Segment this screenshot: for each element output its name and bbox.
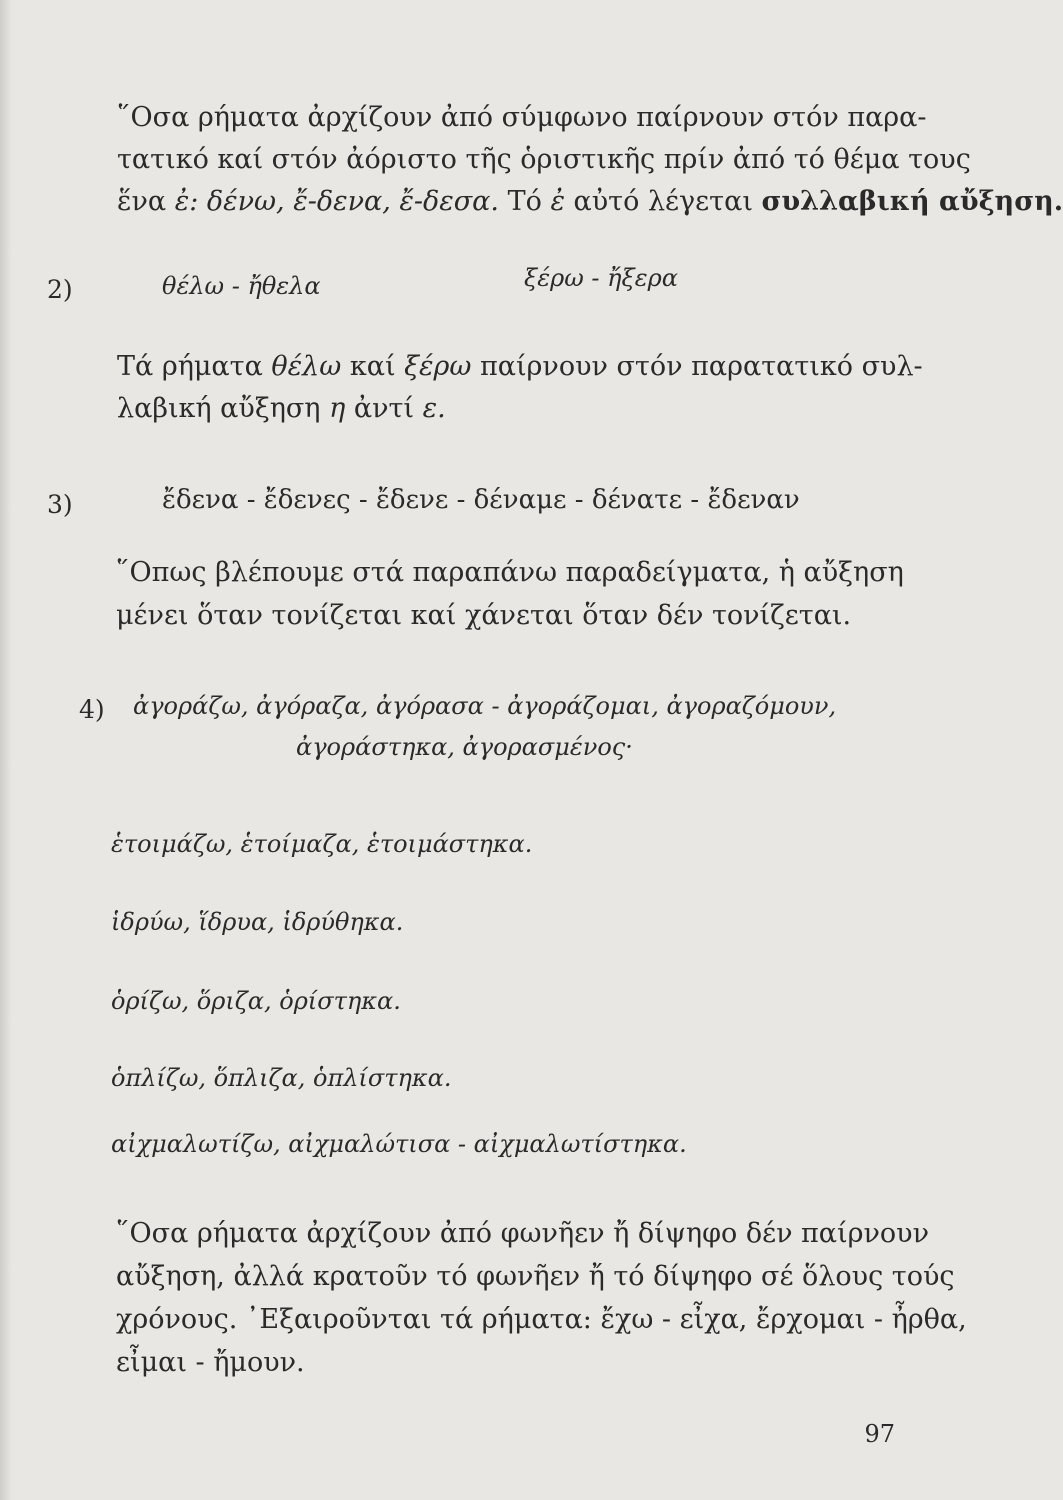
- page-edge-shadow: [0, 0, 12, 1500]
- example-verb: αἰχμαλωτίζω, αἰχμαλώτισα - αἰχμαλωτίστηκα.: [111, 1130, 687, 1158]
- paragraph-vowel-initial: [116, 1212, 967, 1384]
- text-span: ἀντί: [345, 393, 423, 424]
- text-span: τατικό καί στόν ἀόριστο τῆς ὁριστικῆς πρίν ἀπό τό θέμα τους: [117, 144, 971, 175]
- text-span: παίρνουν στόν παρατατικό συλ-: [471, 351, 923, 382]
- example-verb: ἑτοιμάζω, ἑτοίμαζα, ἑτοιμάστηκα.: [111, 830, 533, 858]
- example-italic: θέλω: [271, 351, 342, 382]
- example-verb: ὁρίζω, ὅριζα, ὁρίστηκα.: [111, 987, 401, 1015]
- text-span: ἕνα: [117, 186, 175, 217]
- term-bold: συλλαβική αὔξηση.: [761, 186, 1063, 217]
- text-span: λαβική αὔξηση: [117, 393, 330, 424]
- example-italic: ε.: [422, 393, 446, 424]
- text-line: χρόνους. ᾿Εξαιροῦνται τά ρήματα: ἔχω - εἶχα, ἔρχομαι - ἦρθα,: [116, 1304, 967, 1335]
- example-verb: ἀγοράστηκα, ἀγορασμένος·: [296, 733, 633, 761]
- item-number: 2): [47, 275, 73, 304]
- text-line: μένει ὅταν τονίζεται καί χάνεται ὅταν δέν τονίζεται.: [116, 600, 852, 631]
- text-line: αὔξηση, ἀλλά κρατοῦν τό φωνῆεν ἤ τό δίψηφο σέ ὅλους τούς: [116, 1261, 955, 1292]
- example-verb: ἱδρύω, ἵδρυα, ἱδρύθηκα.: [111, 908, 404, 936]
- text-line: [117, 181, 1063, 223]
- item-number: 3): [47, 490, 73, 519]
- text-span: Τό: [499, 186, 551, 217]
- example-italic: ξέρω: [404, 351, 472, 382]
- example-verb: ἀγοράζω, ἀγόραζα, ἀγόρασα - ἀγοράζομαι, ἀγοραζόμουν,: [133, 692, 837, 720]
- text-span: αὐτό λέγεται: [564, 186, 762, 217]
- text-span: Τά ρήματα: [117, 351, 272, 382]
- text-line: εἶμαι - ἤμουν.: [116, 1347, 305, 1378]
- example-verb: ξέρω - ἤξερα: [524, 264, 678, 292]
- paragraph-stress-rule: [116, 551, 904, 637]
- conjugation-line: ἔδενα - ἔδενες - ἔδενε - δέναμε - δένατε - ἔδεναν: [162, 485, 800, 515]
- paragraph-eta-augment: [117, 346, 923, 430]
- text-line: [117, 346, 923, 388]
- text-line: ῞Οσα ρήματα ἀρχίζουν ἀπό σύμφωνο παίρνουν στόν παρα-: [117, 102, 927, 133]
- example-italic: ἐ: [550, 186, 565, 217]
- text-line: [117, 139, 971, 181]
- text-span: καί: [341, 351, 405, 382]
- item-number: 4): [79, 695, 105, 724]
- example-italic: η: [329, 393, 346, 424]
- text-line: ῞Οπως βλέπουμε στά παραπάνω παραδείγματα, ἡ αὔξηση: [116, 557, 904, 588]
- example-italic: ἐ: δένω, ἔ-δενα, ἔ-δεσα.: [174, 186, 499, 217]
- page-number: 97: [864, 1420, 895, 1448]
- paragraph-syllabic-augment: [117, 97, 1063, 223]
- text-line: [117, 388, 887, 430]
- text-line: ῞Οσα ρήματα ἀρχίζουν ἀπό φωνῆεν ἤ δίψηφο δέν παίρνουν: [116, 1218, 929, 1249]
- example-verb: θέλω - ἤθελα: [162, 272, 321, 300]
- example-verb: ὁπλίζω, ὅπλιζα, ὁπλίστηκα.: [111, 1064, 452, 1092]
